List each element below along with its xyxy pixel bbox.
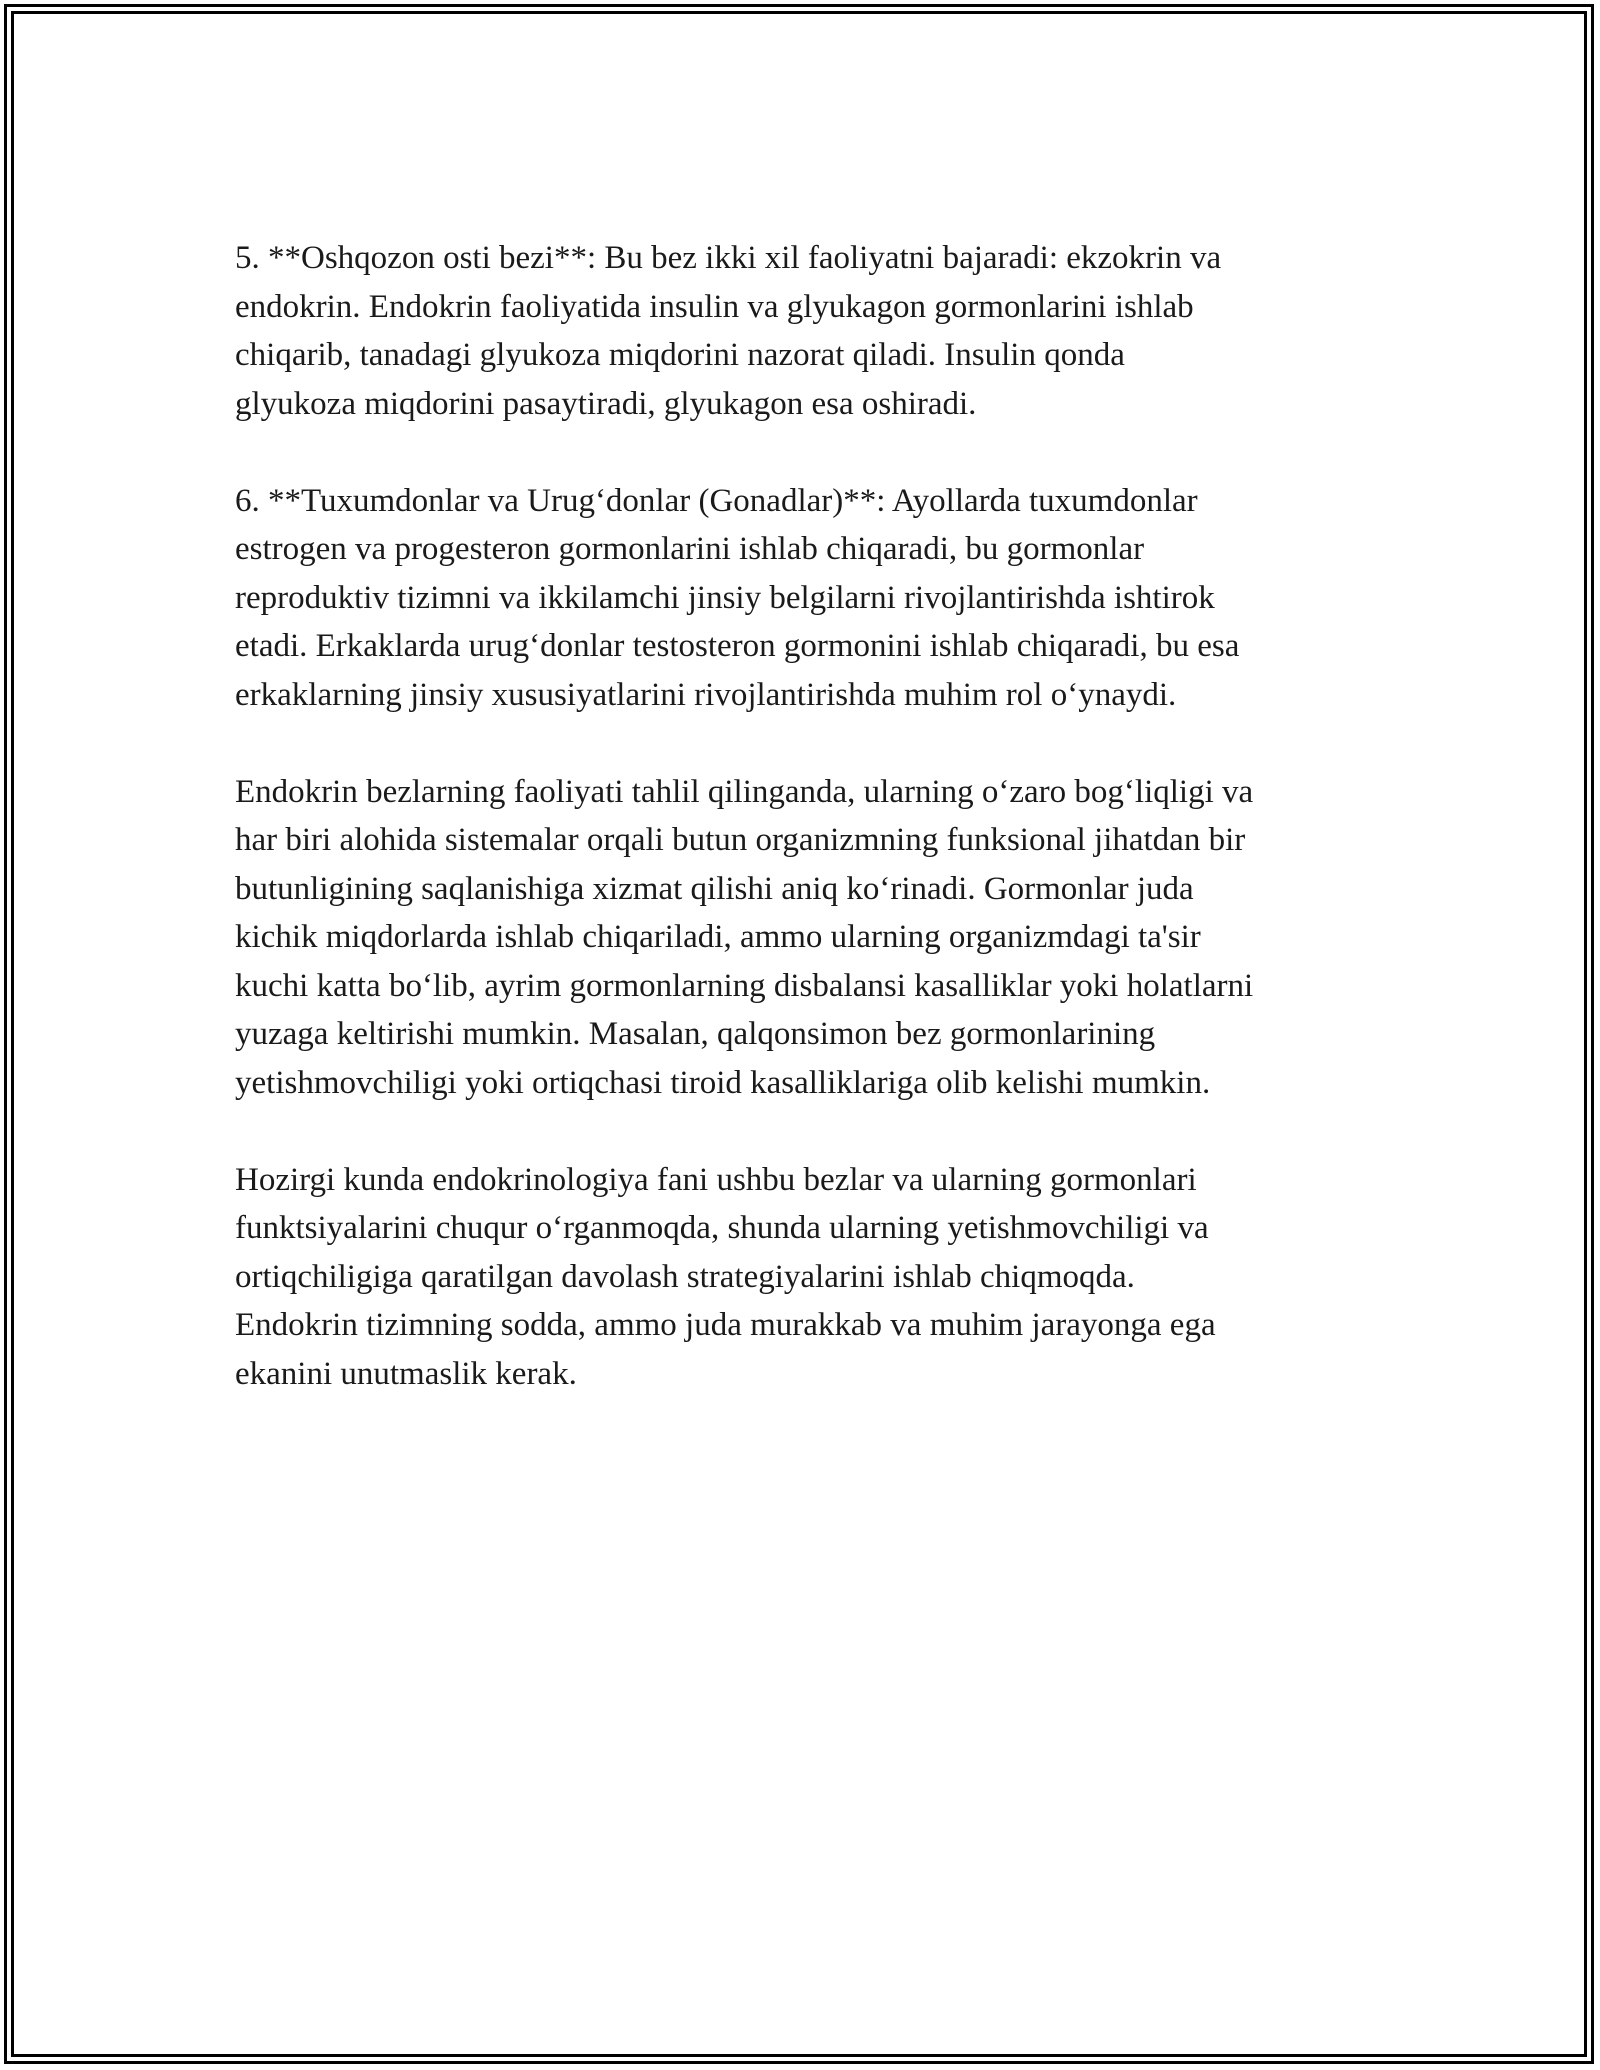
paragraph-endocrinology-today: Hozirgi kunda endokrinologiya fani ushbu bezlar va ularning gormonlari funktsiyalarini chuqur o‘rganmoqda, shunda ularning yetishmovchiligi va ortiqchiligiga qaratilgan davolash strategiyalarini ishlab chiqmoqda. Endokrin tizimning sodda, ammo juda murakkab va muhim jarayonga ega ekanini unutmaslik kerak. xyxy=(235,1161,1216,1392)
document-body xyxy=(235,234,1375,1447)
paragraph-endocrine-analysis: Endokrin bezlarning faoliyati tahlil qilinganda, ularning o‘zaro bog‘liqligi va har biri alohida sistemalar orqali butun organizmning funksional jihatdan bir butunligining saqlanishiga xizmat qilishi aniq ko‘rinadi. Gormonlar juda kichik miqdorlarda ishlab chiqariladi, ammo ularning organizmdagi ta'sir kuchi katta bo‘lib, ayrim gormonlarning disbalansi kasalliklar yoki holatlarni yuzaga keltirishi mumkin. Masalan, qalqonsimon bez gormonlarining yetishmovchiligi yoki ortiqchasi tiroid kasalliklariga olib kelishi mumkin. xyxy=(235,773,1254,1101)
paragraph-pancreas: 5. **Oshqozon osti bezi**: Bu bez ikki xil faoliyatni bajaradi: ekzokrin va endokrin. Endokrin faoliyatida insulin va glyukagon gormonlarini ishlab chiqarib, tanadagi glyukoza miqdorini nazorat qiladi. Insulin qonda glyukoza miqdorini pasaytiradi, glyukagon esa oshiradi. xyxy=(235,240,1222,422)
paragraph-gonads: 6. **Tuxumdonlar va Urug‘donlar (Gonadlar)**: Ayollarda tuxumdonlar estrogen va progesteron gormonlarini ishlab chiqaradi, bu gormonlar reproduktiv tizimni va ikkilamchi jinsiy belgilarni rivojlantirishda ishtirok etadi. Erkaklarda urug‘donlar testosteron gormonini ishlab chiqaradi, bu esa erkaklarning jinsiy xususiyatlarini rivojlantirishda muhim rol o‘ynaydi. xyxy=(235,482,1240,713)
